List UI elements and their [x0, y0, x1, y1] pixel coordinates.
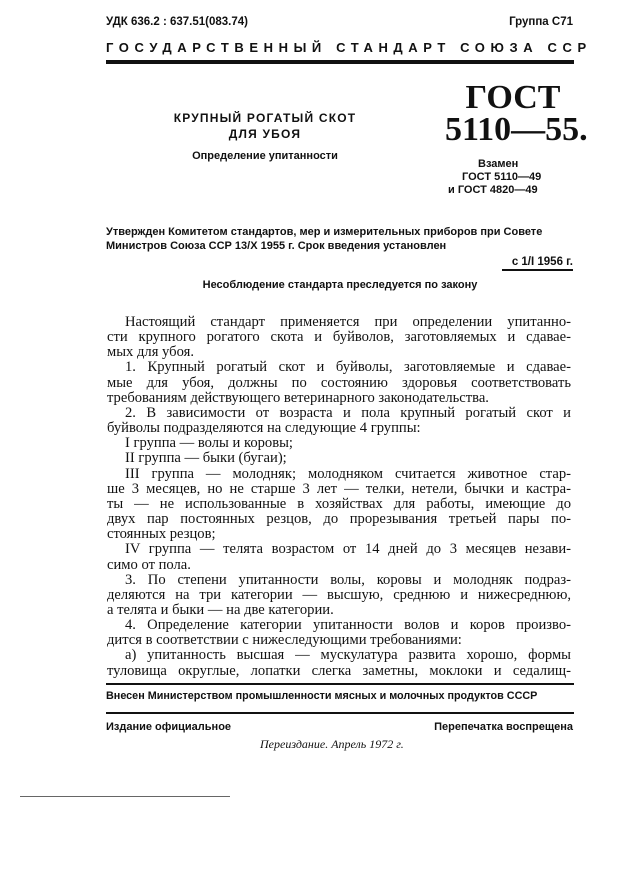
footer-rule-bottom [106, 712, 574, 714]
scan-mark [20, 796, 230, 797]
body-line: 4. Определение категории упитанности волов и коров произво- [125, 618, 571, 634]
body-line: дится в соответствии с нижеследующими требованиями: [107, 633, 462, 649]
approval-line-2: Министров Союза ССР 13/X 1955 г. Срок введения установлен [106, 240, 447, 252]
body-line: III группа — молодняк; молодняком считается животное стар- [125, 466, 571, 482]
effective-date: с 1/I 1956 г. [502, 256, 573, 271]
subtitle: Определение упитанности [192, 150, 338, 162]
title-line-1: КРУПНЫЙ РОГАТЫЙ СКОТ [173, 111, 357, 125]
body-line: двух пар постоянных резцов, до прорезывания третьей пары по- [107, 512, 571, 528]
replaces-gost-1: ГОСТ 5110—49 [462, 171, 542, 183]
body-line: 3. По степени упитанности волы, коровы и молодняк подраз- [125, 572, 571, 588]
body-text [107, 315, 571, 679]
header-rule [106, 60, 574, 64]
body-line: деляются на три категории — высшую, среднюю и нижесреднюю, [107, 587, 571, 603]
body-line: ты — не использованные в хозяйствах для работы, имеющие до [107, 496, 571, 512]
footer-rule-top [106, 683, 574, 685]
reprint-prohibited: Перепечатка воспрещена [434, 721, 573, 733]
body-line: II группа — быки (бугаи); [125, 451, 287, 467]
gost-label: ГОСТ [465, 79, 561, 116]
body-line: симо от пола. [107, 557, 191, 573]
body-line: а телята и быки — на две категории. [107, 602, 334, 618]
body-line: IV группа — телята возрастом от 14 дней до 3 месяцев незави- [125, 542, 571, 558]
body-line: сти крупного рогатого скота и буйволов, заготовляемых и сдавае- [107, 330, 571, 346]
body-line: I группа — волы и коровы; [125, 436, 293, 452]
body-line: требованиям действующего ветеринарного законодательства. [107, 390, 489, 406]
replaces-gost-2: и ГОСТ 4820—49 [448, 184, 538, 196]
title-line-2: ДЛЯ УБОЯ [228, 127, 302, 141]
body-line: Настоящий стандарт применяется при определении упитанно- [125, 315, 571, 330]
legal-warning: Несоблюдение стандарта преследуется по закону [202, 279, 478, 291]
introduced-by: Внесен Министерством промышленности мясных и молочных продуктов СССР [106, 690, 538, 702]
body-line: мые для убоя, должны по состоянию здоровья соответствовать [107, 375, 571, 391]
body-line: стоянных резцов; [107, 527, 216, 543]
body-line: 2. В зависимости от возраста и пола крупный рогатый скот и [125, 405, 571, 421]
reissue-note: Переиздание. Апрель 1972 г. [260, 737, 404, 751]
body-line: мых для убоя. [107, 345, 194, 361]
body-line: туловища округлые, лопатки слегка заметны, моклоки и седалищ- [107, 663, 571, 679]
group-code: Группа С71 [509, 16, 573, 28]
official-edition: Издание официальное [106, 721, 232, 733]
banner: ГОСУДАРСТВЕННЫЙ СТАНДАРТ СОЮЗА ССР [106, 40, 592, 55]
approval-line-1: Утвержден Комитетом стандартов, мер и измерительных приборов при Совете [106, 226, 543, 238]
body-line: буйволы подразделяются на следующие 4 группы: [107, 421, 421, 437]
body-line: 1. Крупный рогатый скот и буйволы, заготовляемые и сдавае- [125, 360, 571, 376]
replaces-label: Взамен [478, 158, 519, 170]
gost-number: 5110—55. [445, 111, 588, 148]
udk-code: УДК 636.2 : 637.51(083.74) [106, 16, 248, 28]
body-line: а) упитанность высшая — мускулатура развита хорошо, формы [125, 648, 571, 664]
body-line: ше 3 месяцев, но не старше 3 лет — телки, нетели, бычки и кастра- [107, 481, 571, 497]
